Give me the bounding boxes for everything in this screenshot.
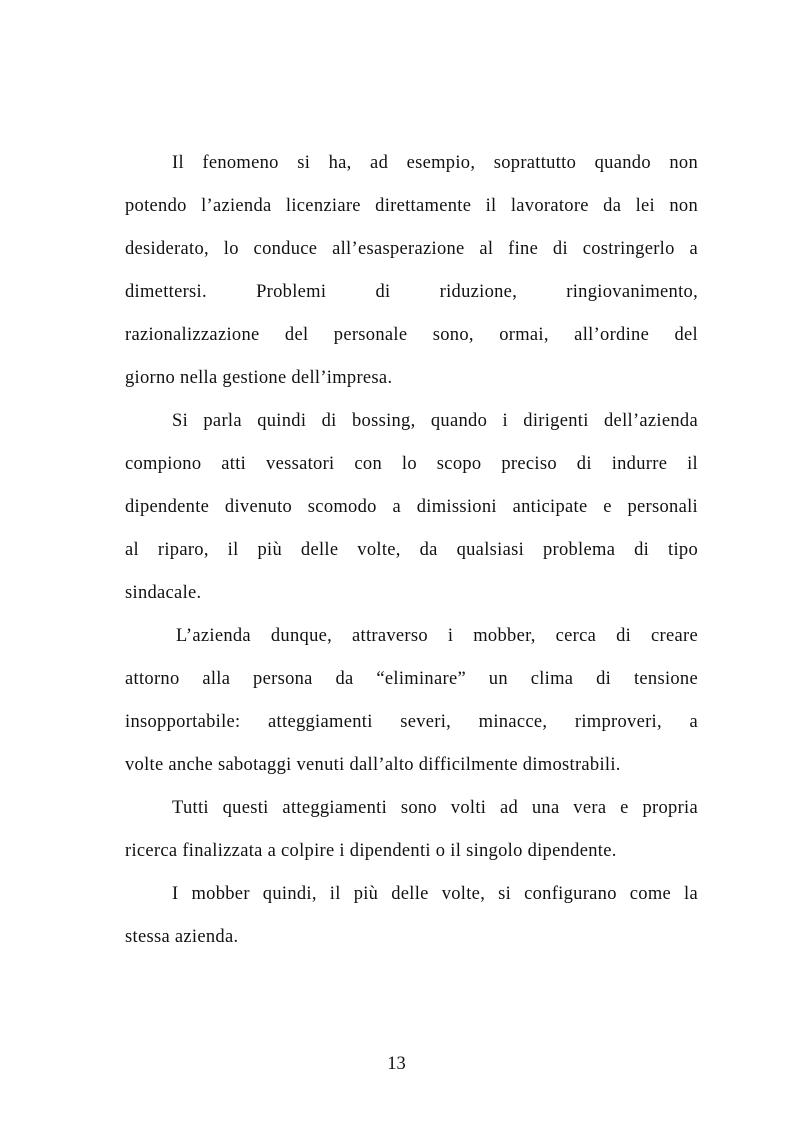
text-line: I mobber quindi, il più delle volte, si configurano come la	[172, 884, 698, 904]
text-line: Il fenomeno si ha, ad esempio, soprattutto quando non	[172, 153, 698, 173]
text-line: giorno nella gestione dell’impresa.	[125, 368, 393, 388]
text-line: potendo l’azienda licenziare direttamente il lavoratore da lei non	[125, 196, 698, 216]
paragraph-3	[125, 619, 698, 791]
text-line: razionalizzazione del personale sono, ormai, all’ordine del	[125, 325, 698, 345]
text-line: stessa azienda.	[125, 927, 239, 947]
text-line: dimettersi. Problemi di riduzione, ringiovanimento,	[125, 282, 698, 302]
text-line: compiono atti vessatori con lo scopo preciso di indurre il	[125, 454, 698, 474]
text-line: L’azienda dunque, attraverso i mobber, cerca di creare	[176, 626, 698, 646]
text-line: insopportabile: atteggiamenti severi, minacce, rimproveri, a	[125, 712, 698, 732]
text-line: dipendente divenuto scomodo a dimissioni anticipate e personali	[125, 497, 698, 517]
paragraph-4	[125, 791, 698, 877]
body-text	[125, 146, 698, 963]
text-line: Tutti questi atteggiamenti sono volti ad una vera e propria	[172, 798, 698, 818]
text-line: desiderato, lo conduce all’esasperazione al fine di costringerlo a	[125, 239, 698, 259]
text-line: volte anche sabotaggi venuti dall’alto difficilmente dimostrabili.	[125, 755, 621, 775]
paragraph-5	[125, 877, 698, 963]
page-number: 13	[387, 1054, 406, 1074]
text-line: Si parla quindi di bossing, quando i dirigenti dell’azienda	[172, 411, 698, 431]
paragraph-1	[125, 146, 698, 404]
text-line: ricerca finalizzata a colpire i dipendenti o il singolo dipendente.	[125, 841, 617, 861]
paragraph-2	[125, 404, 698, 619]
text-line: al riparo, il più delle volte, da qualsiasi problema di tipo	[125, 540, 698, 560]
text-line: sindacale.	[125, 583, 202, 603]
text-line: attorno alla persona da “eliminare” un clima di tensione	[125, 669, 698, 689]
